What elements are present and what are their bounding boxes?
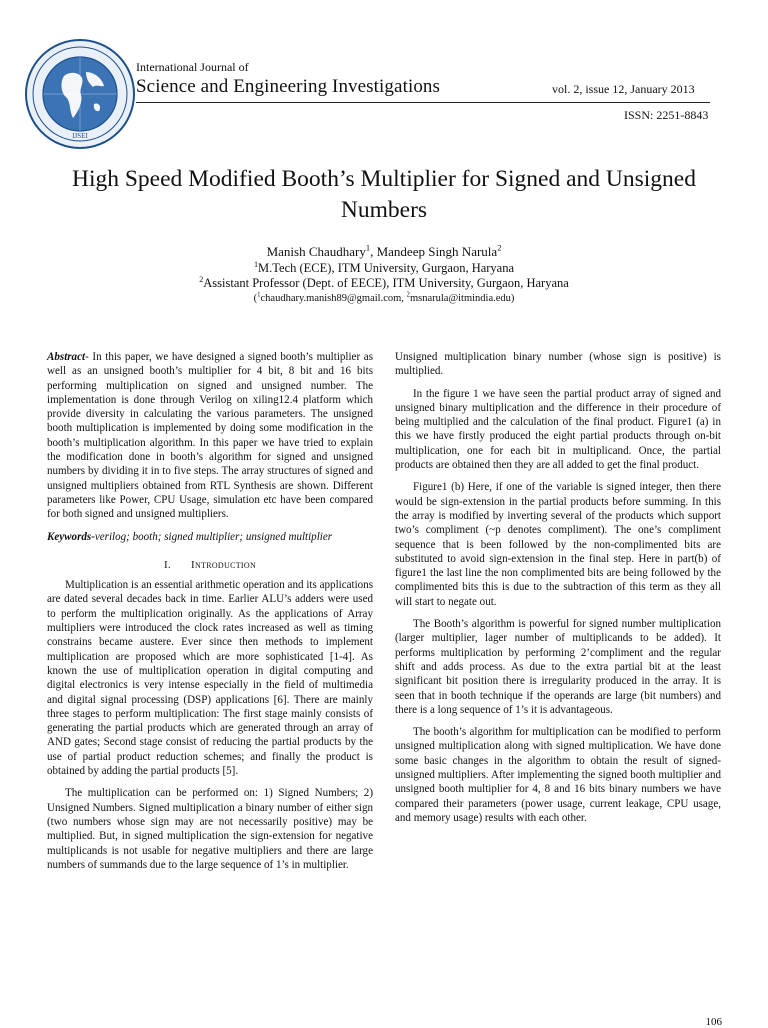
journal-name: Science and Engineering Investigations	[136, 76, 441, 97]
author-1: Manish Chaudhary	[266, 244, 366, 259]
left-column	[47, 350, 373, 880]
author-block	[60, 244, 708, 306]
right-column	[395, 350, 721, 833]
section-number: I.	[163, 558, 171, 571]
author-emails	[60, 291, 708, 306]
intro-paragraph-1: Multiplication is an essential arithmetic operation and its applications are dated several decades back in time. Earlier ALU’s adders were used to perform the multiplication originally. As the applications of Array multipliers were introduced the clock rates increased as well as timing constrains became austere. Ever since then methods to implement multiplication are proposed which are more sophisticated [1-4]. As known the use of multiplication operation in digital computing and digital electronics is very intense especially in the field of multimedia and digital signal processing (DSP) applications [6]. There are mainly three stages to perform multiplication: The first stage mainly consists of generating the partial products which are generated through an array of AND gates; Second stage consist of reducing the partial products by the use of partial product reduction schemes; and finally the product is obtained by adding the partial products [5].	[47, 579, 373, 778]
section-heading	[47, 558, 373, 572]
author-2-sup: 2	[497, 242, 502, 253]
section-title: Introduction	[190, 558, 257, 571]
affiliation-1	[60, 261, 708, 276]
author-separator: ,	[370, 244, 377, 259]
intro-paragraph-5: Figure1 (b) Here, if one of the variable is signed integer, then there would be sign-extension in the partial products before summing. In this the array is modified by inverting several of the products which support two’s compliment (~p denotes compliment). The one’s compliment sequence that is been followed by the non-complimented bits are substituted to avoid sign-extension in the final step. Here in part(b) of figure1 the last line the non complimented bits are being followed by the complimented bits this is due to the subtraction of this term as they all will start to negate out.	[395, 481, 721, 608]
intro-paragraph-7: The booth’s algorithm for multiplication can be modified to perform unsigned multiplication along with signed multiplication. We have done some basic changes in the algorithm to obtain the result of signed-unsigned multipliers. After implementing the signed booth multiplier and unsigned booth multiplier for 4, 8 and 16 bits binary numbers we have compared their parameters (power usage, current leakage, CPU usage, and memory usage) results with each other.	[395, 726, 721, 824]
email-1-sup: 1	[257, 291, 261, 299]
issn: ISSN: 2251-8843	[624, 108, 709, 122]
header-rule	[136, 102, 710, 103]
journal-logo	[24, 38, 136, 150]
email-2[interactable]: msnarula@itmindia.edu)	[409, 293, 515, 304]
abstract	[47, 350, 373, 522]
intro-paragraph-4: In the figure 1 we have seen the partial product array of signed and unsigned binary multiplication and the difference in their procedure of being multiplied and the calculation of the final product. Figure1 (a) in this we have firstly produced the eight partial products through on-bit multiplication, one for each bit in multiplicand. Once, the partial products are obtained then they are all added to get the final product.	[395, 387, 721, 472]
affiliation-2	[60, 276, 708, 291]
email-1[interactable]: chaudhary.manish89@gmail.com,	[260, 293, 407, 304]
abstract-label: Abstract	[47, 351, 86, 363]
affiliation-1-sup: 1	[253, 259, 259, 269]
paper-title: High Speed Modified Booth’s Multiplier for Signed and Unsigned Numbers	[71, 166, 696, 223]
affiliation-2-text: Assistant Professor (Dept. of EECE), ITM University, Gurgaon, Haryana	[203, 276, 569, 290]
volume-info: vol. 2, issue 12, January 2013	[552, 82, 695, 96]
intro-paragraph-6: The Booth’s algorithm is powerful for signed number multiplication (larger multiplier, lager number of multiplicands to be added). It performs multiplication by performing 2’compliment and the regular shift and adds process. As due to the extra partial bit at the least significant bit position there is irregularity produced in the array. It is seen that in booth technique if the operands are large (bit numbers) and there is a long sequence of 1’s it is advantageous.	[395, 618, 721, 716]
journal-prefix: International Journal of	[136, 60, 249, 74]
keywords	[47, 530, 373, 544]
abstract-text: - In this paper, we have designed a signed booth’s multiplier as well as an unsigned booth’s multiplier for 4 bit, 8 bit and 16 bits performing multiplication on signed and unsigned number. The implementation is done through Verilog on xiling12.4 platform which provide diversity in calculating the various parameters. The unsigned booth multiplication is implemented by doing some modification in the booth’s multiplication algorithm. In this paper we have tried to explain the modification done in booth’s algorithm for signed and unsigned numbers by dividing it in to five steps. The array structures of signed and unsigned multipliers obtained from RTL Synthesis are shown. Different parameters like Power, CPU Usage, simulation etc have been compared for both signed and unsigned multipliers.	[47, 351, 373, 521]
logo-text: IJSEI	[72, 132, 88, 140]
keywords-label: Keywords-	[47, 530, 95, 543]
email-open: (	[253, 293, 258, 304]
email-2-sup: 2	[406, 291, 410, 299]
affiliation-1-text: M.Tech (ECE), ITM University, Gurgaon, Haryana	[258, 261, 515, 275]
intro-paragraph-3: Unsigned multiplication binary number (whose sign is positive) is multiplied.	[395, 351, 721, 378]
author-2: Mandeep Singh Narula	[376, 244, 498, 259]
keywords-text: verilog; booth; signed multiplier; unsigned multiplier	[94, 530, 333, 543]
affiliation-2-sup: 2	[199, 274, 204, 284]
author-1-sup: 1	[365, 242, 371, 253]
intro-paragraph-2: The multiplication can be performed on: 1) Signed Numbers; 2) Unsigned Numbers. Signed multiplication a binary number of either sign (two numbers whose sign may are not necessarily positive) may be multiplied. But, in signed multiplication the sign-extension for negative multiplicands is not usable for negative multipliers and there are large numbers of summands due to the large sequence of 1’s in multiplier.	[47, 787, 373, 871]
author-names	[60, 244, 708, 259]
page-number: 106	[705, 1016, 722, 1028]
